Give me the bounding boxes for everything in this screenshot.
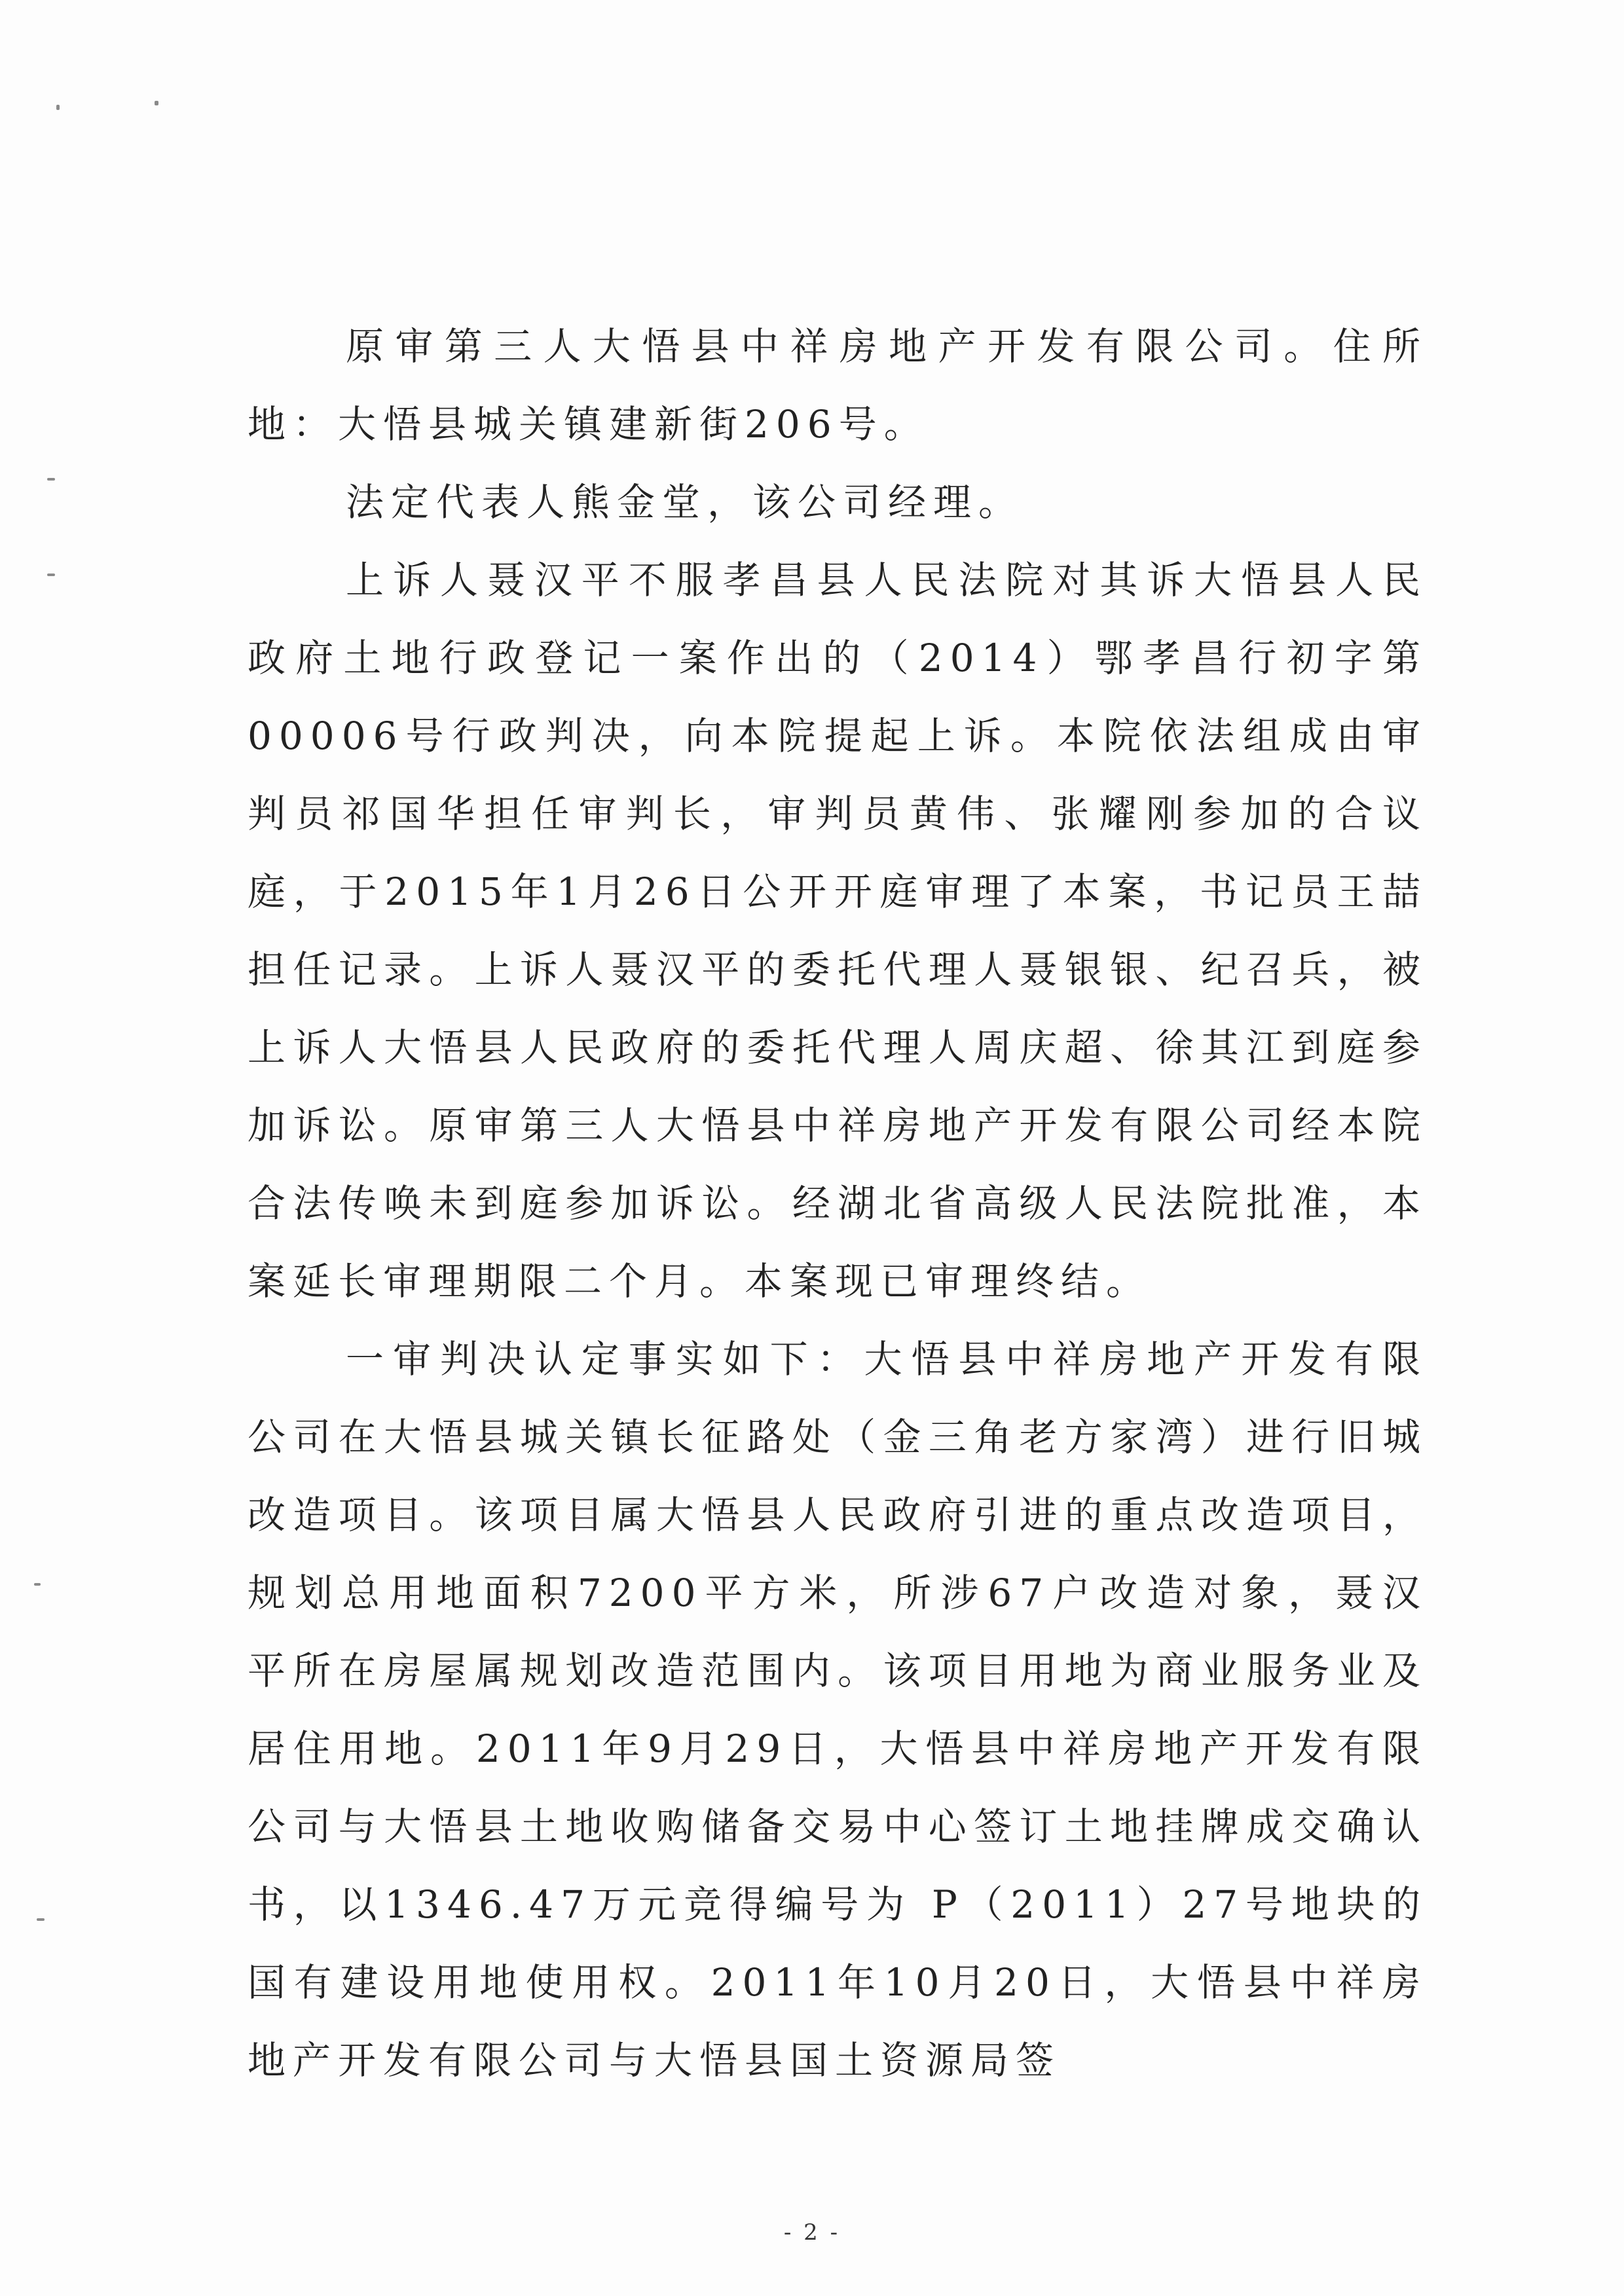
- scan-speck: [37, 1918, 45, 1921]
- scan-speck: [155, 101, 158, 105]
- scan-speck: [56, 105, 60, 110]
- paragraph-first-instance-facts: 一审判决认定事实如下：大悟县中祥房地产开发有限公司在大悟县城关镇长征路处（金三角老方家湾）进行旧城改造项目。该项目属大悟县人民政府引进的重点改造项目，规划总用地面积7200平方米，所涉67户改造对象，聂汉平所在房屋属规划改造范围内。该项目用地为商业服务业及居住用地。2011年9月29日，大悟县中祥房地产开发有限公司与大悟县土地收购储备交易中心签订土地挂牌成交确认书，以1346.47万元竞得编号为 P（2011）27号地块的国有建设用地使用权。2011年10月20日，大悟县中祥房地产开发有限公司与大悟县国土资源局签: [248, 1337, 1428, 2083]
- paragraph-third-party: 原审第三人大悟县中祥房地产开发有限公司。住所地：大悟县城关镇建新街206号。: [248, 324, 1428, 446]
- scan-speck: [47, 574, 55, 576]
- page-number: - 2 -: [783, 2219, 841, 2246]
- scan-speck: [34, 1583, 41, 1586]
- scan-speck: [47, 478, 55, 481]
- paragraph-appeal-proceedings: 上诉人聂汉平不服孝昌县人民法院对其诉大悟县人民政府土地行政登记一案作出的（2014）鄂孝昌行初字第00006号行政判决，向本院提起上诉。本院依法组成由审判员祁国华担任审判长，审判员黄伟、张耀刚参加的合议庭，于2015年1月26日公开开庭审理了本案，书记员王喆担任记录。上诉人聂汉平的委托代理人聂银银、纪召兵，被上诉人大悟县人民政府的委托代理人周庆超、徐其江到庭参加诉讼。原审第三人大悟县中祥房地产开发有限公司经本院合法传唤未到庭参加诉讼。经湖北省高级人民法院批准，本案延长审理期限二个月。本案现已审理终结。: [248, 558, 1428, 1303]
- judgment-body-text: [248, 308, 1428, 2100]
- paragraph-legal-representative: 法定代表人熊金堂，该公司经理。: [346, 480, 1024, 524]
